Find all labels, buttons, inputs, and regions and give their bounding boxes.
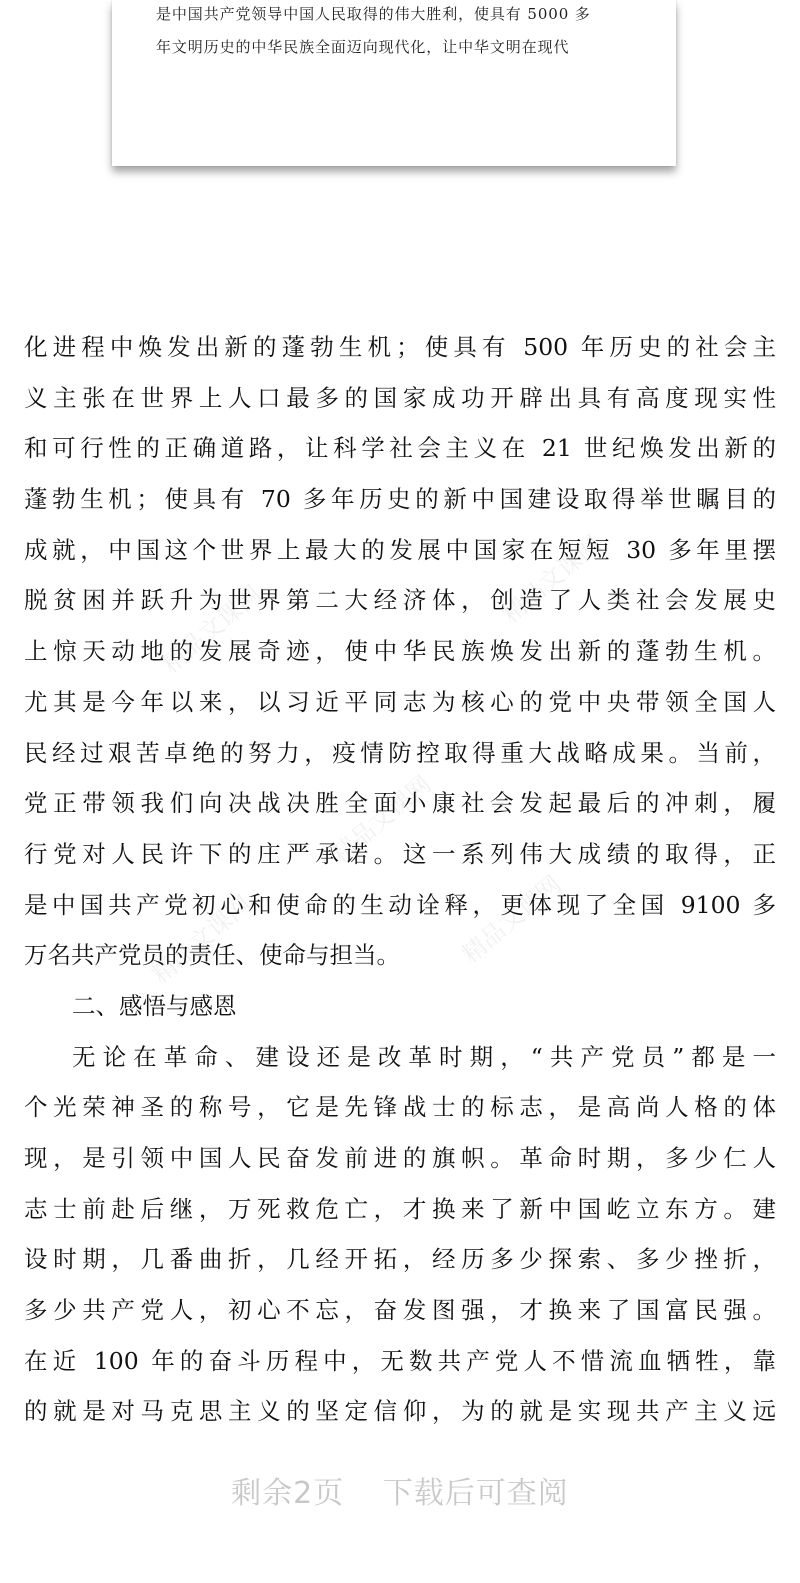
preview-page-card: [112, 0, 676, 166]
remaining-pages-text: 剩余2页: [231, 1476, 345, 1511]
paragraph-line: 尤其是今年以来，以习近平同志为核心的党中央带领全国人: [24, 687, 776, 716]
paragraph-line: 行党对人民许下的庄严承诺。这一系列伟大成绩的取得，正: [24, 839, 776, 868]
paragraph-line: 蓬勃生机；使具有 70 多年历史的新中国建设取得举世瞩目的: [24, 485, 776, 514]
watermark-text: 精品文课网: [456, 870, 567, 969]
paragraph-line: 万名共产党员的责任、使命与担当。: [24, 941, 400, 970]
paragraph-line: 无论在革命、建设还是改革时期，“共产党员”都是一: [72, 1042, 776, 1071]
paragraph-line: 成就，中国这个世界上最大的发展中国家在短短 30 多年里摆: [24, 535, 776, 564]
paragraph-line: 是中国共产党初心和使命的生动诠释，更体现了全国 9100 多: [24, 890, 776, 919]
watermark-text: 精品文课网: [496, 530, 607, 629]
download-prompt-banner[interactable]: [0, 1468, 800, 1512]
paragraph-line: 在近 100 年的奋斗历程中，无数共产党人不惜流血牺牲，靠: [24, 1346, 776, 1375]
paragraph-line: 个光荣神圣的称号，它是先锋战士的标志，是高尚人格的体: [24, 1093, 776, 1122]
paragraph-line: 民经过艰苦卓绝的努力，疫情防控取得重大战略成果。当前，: [24, 738, 776, 767]
download-to-view-link[interactable]: 下载后可查阅: [382, 1476, 569, 1511]
preview-line-1: 是中国共产党领导中国人民取得的伟大胜利，使具有 5000 多: [156, 5, 591, 23]
paragraph-line: 设时期，几番曲折，几经开拓，经历多少探索、多少挫折，: [24, 1245, 776, 1274]
watermark-text: 精品文课网: [146, 890, 257, 989]
watermark-text: 精品文课网: [326, 770, 437, 869]
paragraph-line: 化进程中焕发出新的蓬勃生机；使具有 500 年历史的社会主: [24, 333, 776, 361]
paragraph-line: 多少共产党人，初心不忘，奋发图强，才换来了国富民强。: [24, 1296, 776, 1325]
preview-line-2: 年文明历史的中华民族全面迈向现代化，让中华文明在现代: [156, 38, 570, 56]
paragraph-line: 志士前赴后继，万死救危亡，才换来了新中国屹立东方。建: [24, 1194, 776, 1223]
paragraph-line: 和可行性的正确道路，让科学社会主义在 21 世纪焕发出新的: [24, 434, 776, 463]
paragraph-line: 义主张在世界上人口最多的国家成功开辟出具有高度现实性: [24, 383, 776, 412]
paragraph-line: 的就是对马克思主义的坚定信仰，为的就是实现共产主义远: [24, 1397, 776, 1426]
section-heading: 二、感悟与感恩: [72, 991, 237, 1020]
paragraph-line: 现，是引领中国人民奋发前进的旗帜。革命时期，多少仁人: [24, 1144, 776, 1172]
paragraph-line: 脱贫困并跃升为世界第二大经济体，创造了人类社会发展史: [24, 586, 776, 615]
paragraph-line: 上惊天动地的发展奇迹，使中华民族焕发出新的蓬勃生机。: [24, 637, 776, 666]
document-body: [24, 322, 776, 1437]
watermark-text: 精品文课网: [156, 580, 267, 679]
paragraph-line: 党正带领我们向决战决胜全面小康社会发起最后的冲刺，履: [24, 789, 776, 818]
